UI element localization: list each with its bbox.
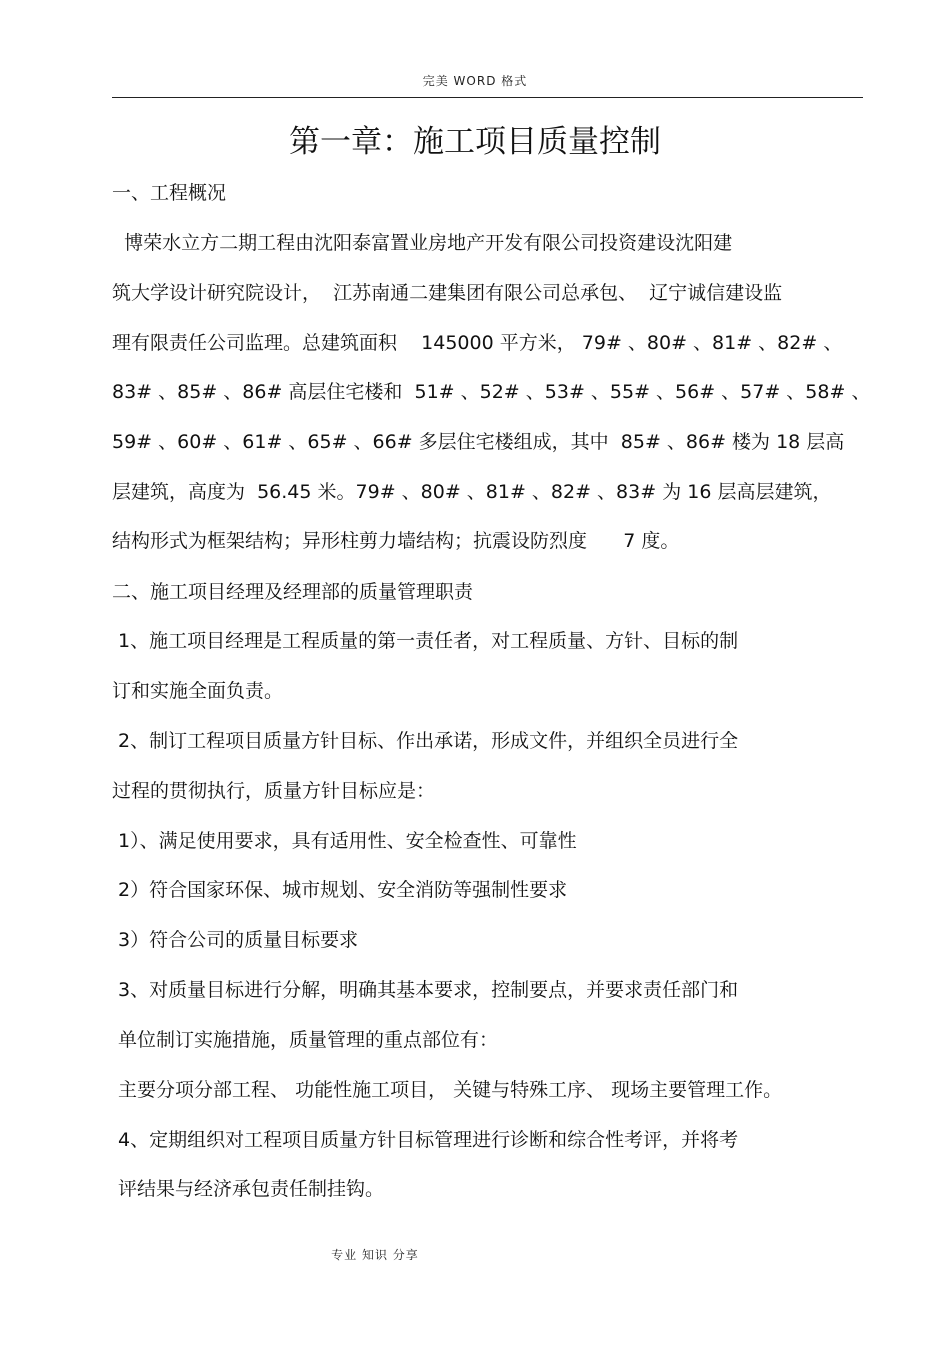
page-header: 完美 WORD 格式 — [422, 74, 528, 88]
paragraph-line: 83# 、85# 、86# 高层住宅楼和 51# 、52# 、53# 、55# 、56# 、57# 、58# 、 — [112, 381, 871, 403]
list-item: 1）、满足使用要求，具有适用性、安全检查性、可靠性 — [112, 830, 577, 852]
paragraph-line: 2、制订工程项目质量方针目标、作出承诺，形成文件，并组织全员进行全 — [112, 730, 739, 752]
paragraph-line: 理有限责任公司监理。总建筑面积 145000 平方米， 79# 、80# 、81# 、82# 、 — [112, 332, 843, 354]
paragraph-line: 3、对质量目标进行分解，明确其基本要求，控制要点，并要求责任部门和 — [112, 979, 739, 1001]
paragraph-line: 过程的贯彻执行，质量方针目标应是： — [112, 780, 436, 802]
page-footer: 专业 知识 分享 — [331, 1248, 419, 1262]
paragraph-line: 博荣水立方二期工程由沈阳泰富置业房地产开发有限公司投资建设沈阳建 — [112, 232, 733, 254]
paragraph-line: 层建筑，高度为 56.45 米。79# 、80# 、81# 、82# 、83# 为 16 层高层建筑， — [112, 481, 832, 503]
paragraph-line: 4、定期组织对工程项目质量方针目标管理进行诊断和综合性考评，并将考 — [112, 1129, 739, 1151]
page-title: 第一章：施工项目质量控制 — [289, 124, 661, 160]
paragraph-line: 评结果与经济承包责任制挂钩。 — [112, 1178, 385, 1200]
paragraph-line: 订和实施全面负责。 — [112, 680, 284, 702]
paragraph-line: 1、施工项目经理是工程质量的第一责任者，对工程质量、方针、目标的制 — [112, 630, 739, 652]
paragraph-line: 59# 、60# 、61# 、65# 、66# 多层住宅楼组成，其中 85# 、86# 楼为 18 层高 — [112, 431, 845, 453]
paragraph-line: 筑大学设计研究院设计， 江苏南通二建集团有限公司总承包、 辽宁诚信建设监 — [112, 282, 783, 304]
section-heading-responsibilities: 二、施工项目经理及经理部的质量管理职责 — [112, 581, 474, 603]
list-item: 3）符合公司的质量目标要求 — [112, 929, 359, 951]
section-heading-overview: 一、工程概况 — [112, 182, 227, 204]
paragraph-line: 结构形式为框架结构；异形柱剪力墙结构；抗震设防烈度 7 度。 — [112, 530, 680, 552]
list-item: 2）符合国家环保、城市规划、安全消防等强制性要求 — [112, 879, 568, 901]
paragraph-line: 单位制订实施措施，质量管理的重点部位有： — [112, 1029, 499, 1051]
paragraph-line: 主要分项分部工程、 功能性施工项目， 关键与特殊工序、 现场主要管理工作。 — [112, 1079, 783, 1101]
header-rule — [112, 97, 863, 98]
